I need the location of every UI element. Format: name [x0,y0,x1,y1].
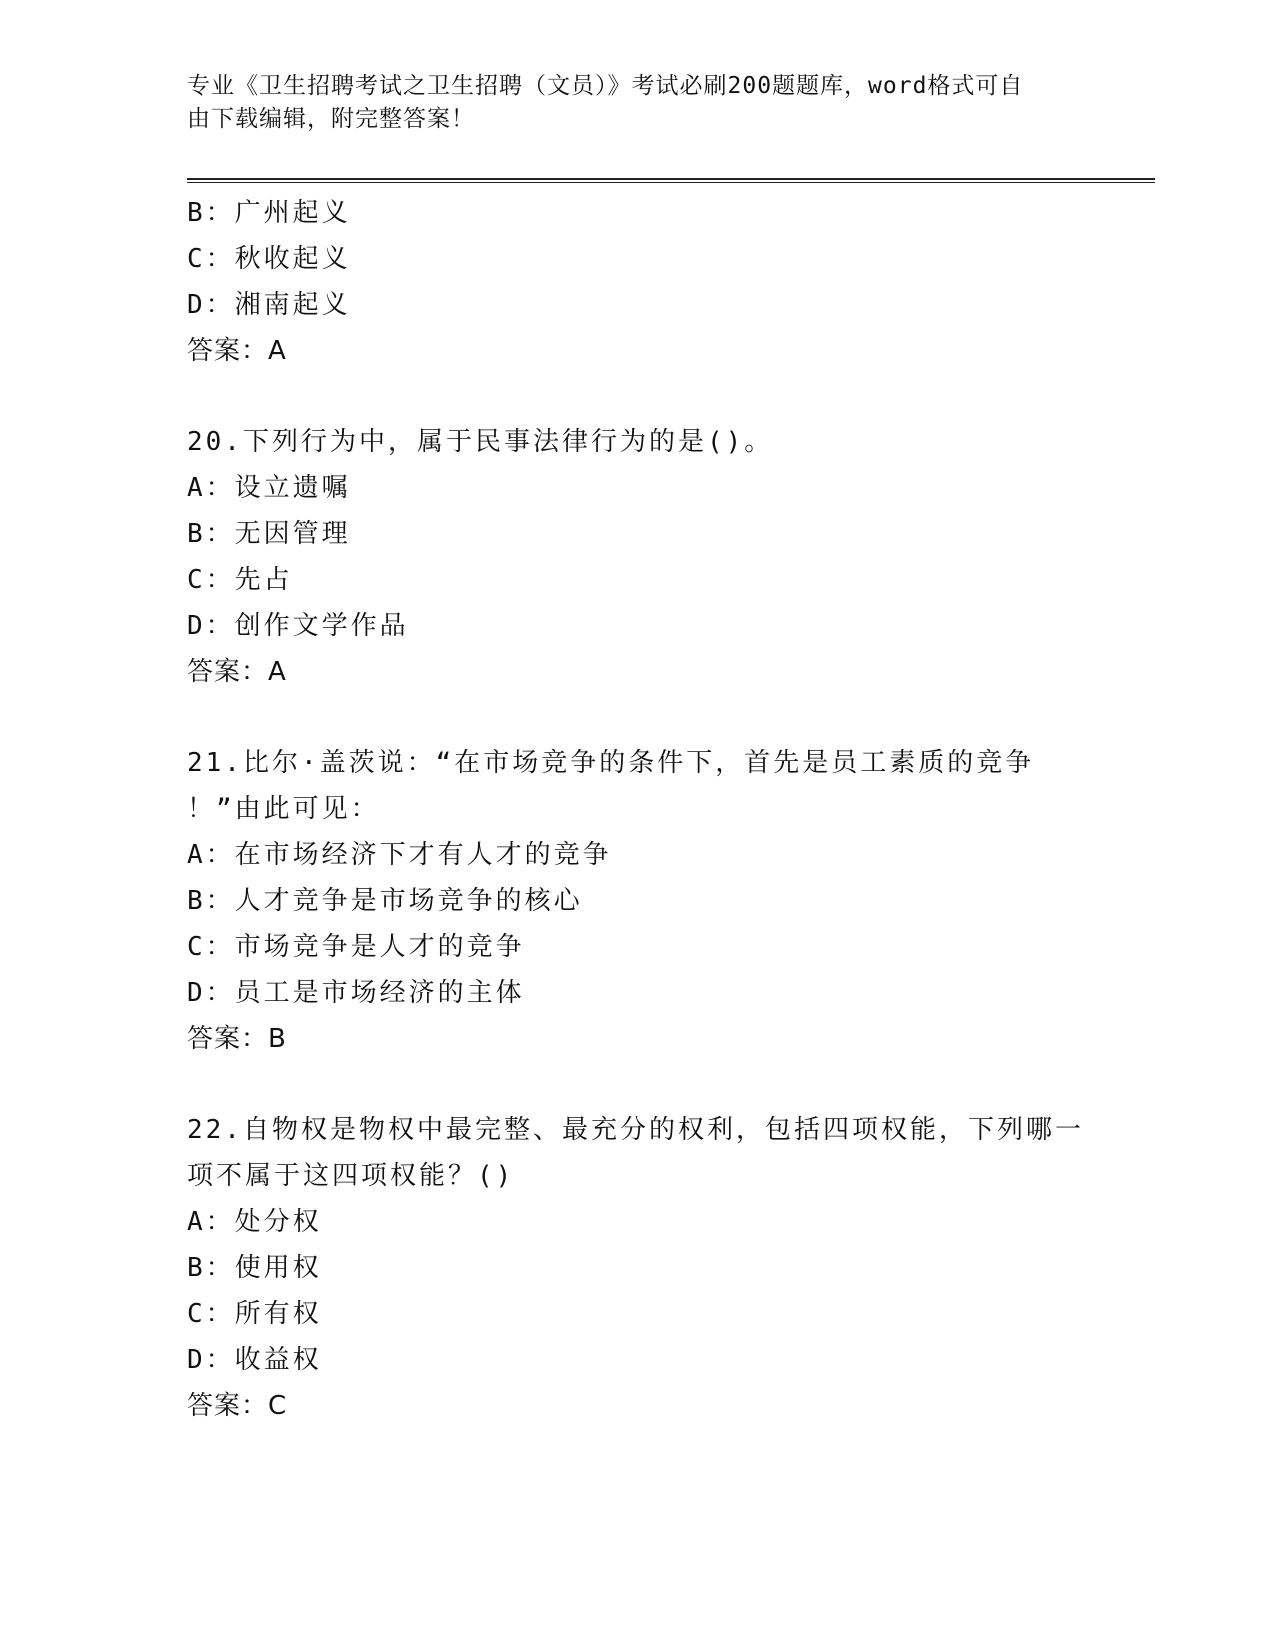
question-22 [187,1107,1107,1429]
option-b: B：广州起义 [187,198,351,228]
answer: 答案：C [187,1391,288,1421]
document-header [187,70,1067,136]
option-a: A：在市场经济下才有人才的竞争 [187,840,612,870]
option-b: B：人才竞争是市场竞争的核心 [187,886,583,916]
option-c: C：先占 [187,565,293,595]
option-c: C：所有权 [187,1299,322,1329]
header-divider-thin [187,182,1155,183]
option-c: C：市场竞争是人才的竞争 [187,932,525,962]
option-a: A：设立遗嘱 [187,473,351,503]
question-list [187,190,1107,1429]
option-d: D：创作文学作品 [187,611,409,641]
question-20 [187,419,1107,695]
answer: 答案：B [187,1024,287,1054]
header-divider [187,178,1155,180]
option-b: B：使用权 [187,1253,322,1283]
option-d: D：湘南起义 [187,290,351,320]
answer: 答案：A [187,657,287,687]
question-text: 22.自物权是物权中最完整、最充分的权利，包括四项权能，下列哪一 [187,1115,1084,1145]
answer: 答案：A [187,336,287,366]
option-c: C：秋收起义 [187,244,351,274]
option-d: D：收益权 [187,1345,322,1375]
question-text-cont: ！”由此可见： [187,794,380,824]
option-d: D：员工是市场经济的主体 [187,978,525,1008]
option-a: A：处分权 [187,1207,322,1237]
question-text-cont: 项不属于这四项权能？() [187,1161,515,1191]
question-text: 21.比尔·盖茨说：“在市场竞争的条件下，首先是员工素质的竞争 [187,748,1035,778]
option-b: B：无因管理 [187,519,351,549]
header-line-2: 由下载编辑，附完整答案！ [187,106,475,132]
question-19-tail [187,190,1107,374]
question-text: 20.下列行为中，属于民事法律行为的是()。 [187,427,774,457]
question-21 [187,740,1107,1062]
header-line-1: 专业《卫生招聘考试之卫生招聘（文员）》考试必刷200题题库，word格式可自 [187,73,1024,99]
